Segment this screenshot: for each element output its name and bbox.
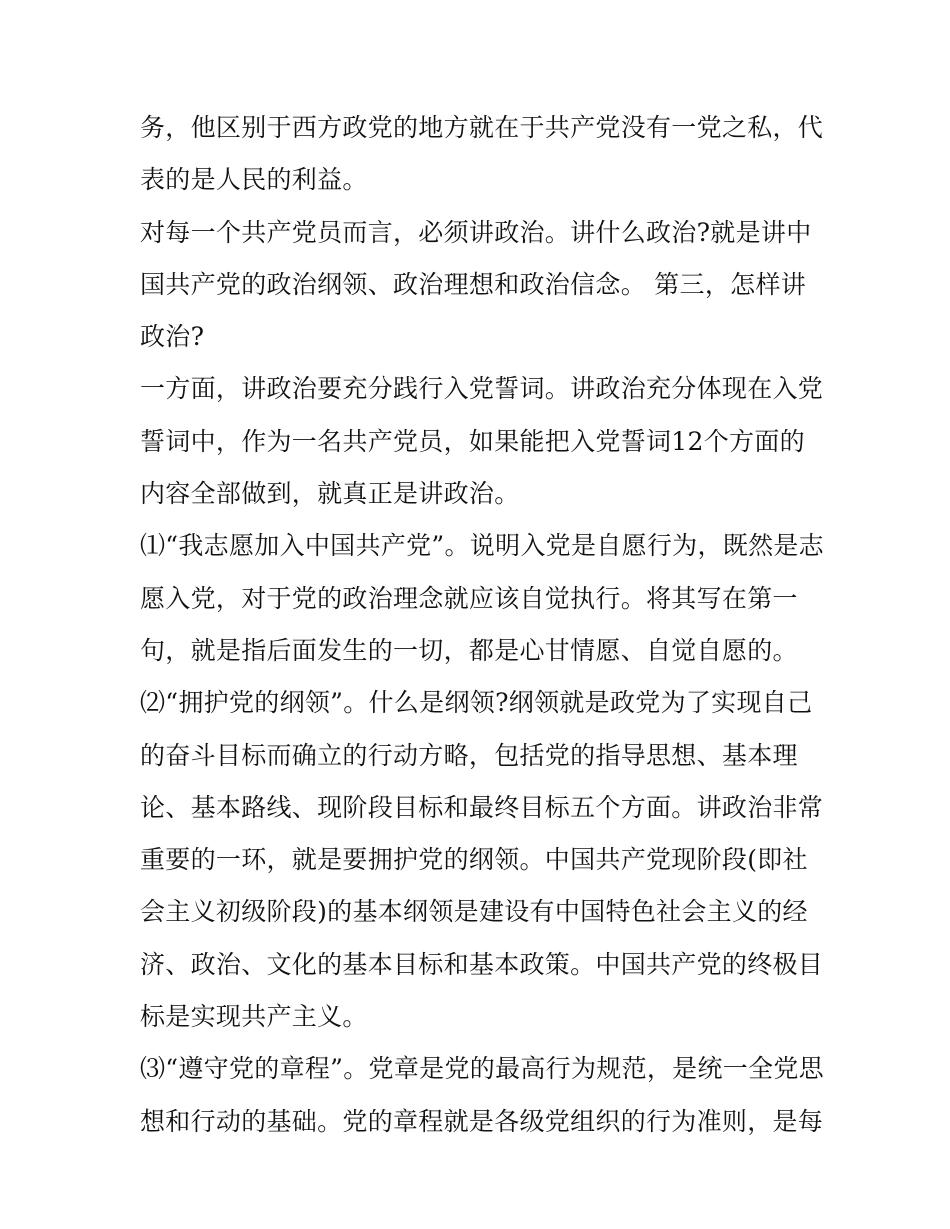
text-line: 国共产党的政治纲领、政治理想和政治信念。 第三，怎样讲 (140, 269, 807, 299)
text-line: 的奋斗目标而确立的行动方略，包括党的指导思想、基本理 (140, 740, 798, 770)
text-line: 政治? (140, 322, 205, 352)
text-line: 济、政治、文化的基本目标和基本政策。中国共产党的终极目 (140, 949, 824, 979)
text-line: ⑴“我志愿加入中国共产党”。说明入党是自愿行为，既然是志 (140, 531, 824, 561)
text-line: ⑶“遵守党的章程”。党章是党的最高行为规范，是统一全党思 (140, 1054, 824, 1084)
text-line: 论、基本路线、现阶段目标和最终目标五个方面。讲政治非常 (140, 792, 824, 822)
text-line: 会主义初级阶段)的基本纲领是建设有中国特色社会主义的经 (140, 897, 808, 927)
text-line: 表的是人民的利益。 (140, 165, 368, 195)
text-line: 务，他区别于西方政党的地方就在于共产党没有一党之私，代 (140, 113, 824, 142)
text-line: 愿入党，对于党的政治理念就应该自觉执行。将其写在第一 (140, 583, 798, 613)
document-body (140, 102, 824, 1148)
text-line: 想和行动的基础。党的章程就是各级党组织的行为准则，是每 (140, 1106, 824, 1136)
text-line: 一方面，讲政治要充分践行入党誓词。讲政治充分体现在入党 (140, 374, 824, 404)
text-line: 誓词中，作为一名共产党员，如果能把入党誓词12个方面的 (140, 426, 805, 456)
text-line: 句，就是指后面发生的一切，都是心甘情愿、自觉自愿的。 (140, 635, 798, 665)
text-line: 对每一个共产党员而言，必须讲政治。讲什么政治?就是讲中 (140, 217, 812, 247)
text-line: 重要的一环，就是要拥护党的纲领。中国共产党现阶段(即社 (140, 845, 808, 875)
text-line: 内容全部做到，就真正是讲政治。 (140, 479, 520, 509)
text-line: 标是实现共产主义。 (140, 1002, 368, 1032)
text-line: ⑵“拥护党的纲领”。什么是纲领?纲领就是政党为了实现自己 (140, 688, 813, 718)
